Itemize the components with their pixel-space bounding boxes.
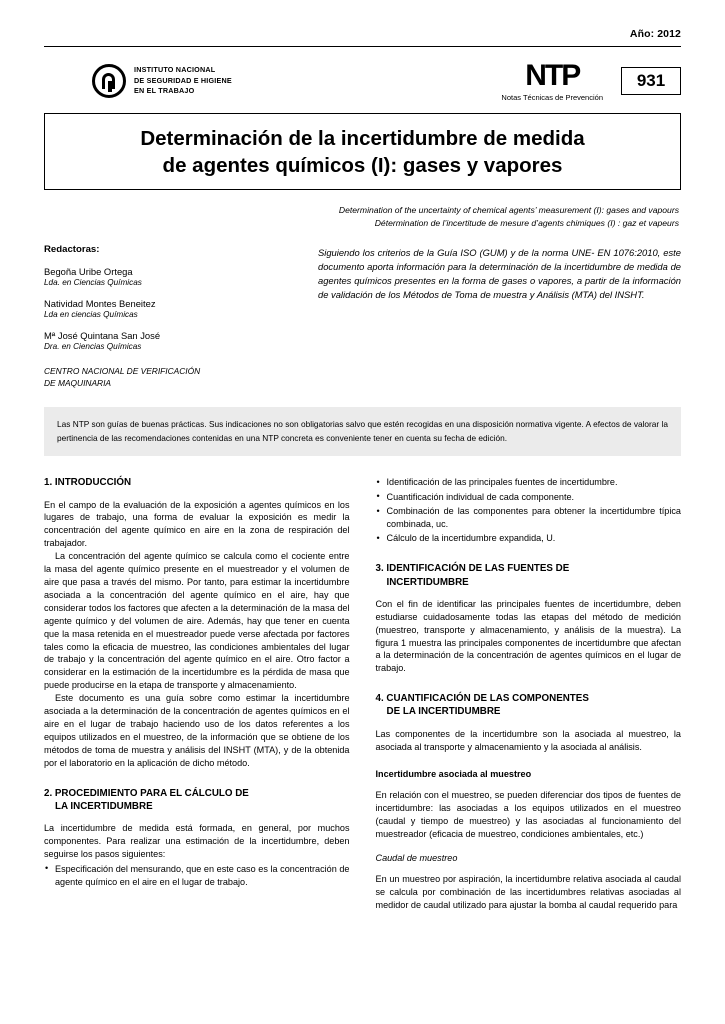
section-4-heading bbox=[376, 692, 682, 718]
affiliation-line-1: CENTRO NACIONAL DE VERIFICACIÓN bbox=[44, 366, 201, 377]
insht-line-2: DE SEGURIDAD E HIGIENE bbox=[134, 75, 232, 85]
section-4-paragraph-3: En un muestreo por aspiración, la incertidumbre relativa asociada al caudal se calcula por combinación de las incertidumbres relativas asociadas al medidor de caudal utilizado para ajustar la bomba al caudal requerido para bbox=[375, 873, 681, 910]
section-3-heading bbox=[376, 562, 682, 588]
section-3-heading-line-1: 3. IDENTIFICACIÓN DE LAS FUENTES DE bbox=[375, 563, 570, 575]
section-3-paragraph-1: Con el fin de identificar las principales fuentes de incertidumbre, deben estudiarse cuidadosamente todas las etapas del método de medición (muestreo, transporte y almacenamiento, y análisis de la muestra). La figura 1 muestra las principales componentes de incertidumbre que afectan a la determinación de la concentración de agentes químicos en el lugar de trabajo. bbox=[375, 598, 681, 674]
author-name: Natividad Montes Beneitez bbox=[44, 298, 156, 310]
authors-block bbox=[44, 244, 294, 389]
author-affiliation bbox=[44, 365, 294, 389]
title-box bbox=[44, 113, 681, 190]
authors-abstract-row bbox=[44, 244, 681, 389]
header-divider bbox=[44, 46, 681, 47]
title-line-2: de agentes químicos (I): gases y vapores bbox=[162, 153, 563, 177]
section-1-paragraph-2: La concentración del agente químico se calcula como el cociente entre la masa del agente químico presente en el muestreador y el volumen de aire que pasa a través del mismo. Por tanto, para estimar la incertidumbre asociada a la concentración del agente químico en el aire, hay que considerar todos los factores que afecten a la determinación de la masa del agente químico y del volumen de aire. Además, hay que tener en cuenta que la masa retenida en el muestreador puede verse afectada por factores tales como la eficacia de muestreo, las condiciones ambientales del lugar de trabajo y la concentración del agente químico en el aire. Otro factor a considerar en la estimación de la incertidumbre es la pérdida de masa que puede producirse en la etapa de transporte y almacenamiento. bbox=[44, 551, 350, 691]
list-item: • Cuantificación individual de cada componente. bbox=[376, 491, 682, 504]
right-column bbox=[376, 476, 682, 911]
authors-label: Redactoras: bbox=[44, 244, 100, 256]
translated-titles bbox=[44, 204, 681, 230]
list-item: • Combinación de las componentes para obtener la incertidumbre típica combinada, uc. bbox=[376, 505, 682, 531]
page-title bbox=[61, 126, 664, 179]
section-4-paragraph-1: Las componentes de la incertidumbre son la asociada al muestreo, la asociada al transporte y almacenamiento y la asociada al análisis. bbox=[375, 728, 681, 752]
section-1-paragraph-3: Este documento es una guía sobre como estimar la incertidumbre asociada a la determinación de la concentración de agentes químicos en el aire en el lugar de trabajo haciendo uso de los datos referentes a los equipos utilizados en el muestreo, de la información que se obtiene de los métodos de toma de muestra y análisis del INSHT (MTA), y de la obtenida por el laboratorio en la aplicación de dicho método. bbox=[44, 693, 350, 768]
author-role: Dra. en Ciencias Químicas bbox=[44, 342, 142, 352]
ntp-brand bbox=[501, 58, 603, 102]
section-4-heading-line-2: DE LA INCERTIDUMBRE bbox=[386, 706, 501, 718]
section-2-heading-line-2: LA INCERTIDUMBRE bbox=[55, 800, 153, 812]
notice-box: Las NTP son guías de buenas prácticas. Sus indicaciones no son obligatorias salvo que estén recogidas en una disposición normativa vigente. A efectos de valorar la pertinencia de las recomendaciones contenidas en una NTP concreta es conveniente tener en cuenta su fecha de edición. bbox=[44, 407, 681, 456]
steps-bullet-list bbox=[376, 476, 682, 545]
ntp-logo-text: NTP bbox=[525, 58, 580, 92]
left-column bbox=[44, 476, 350, 911]
section-3-heading-line-2: INCERTIDUMBRE bbox=[386, 576, 469, 588]
section-2-paragraph-1: La incertidumbre de medida está formada, en general, por muchos componentes. Para realizar una estimación de la incertidumbre, deben seguirse los pasos siguientes: bbox=[44, 823, 350, 859]
section-4-heading-line-1: 4. CUANTIFICACIÓN DE LAS COMPONENTES bbox=[375, 693, 589, 705]
insht-line-1: INSTITUTO NACIONAL bbox=[134, 65, 216, 75]
section-1-paragraph-1: En el campo de la evaluación de la exposición a agentes químicos en los lugares de trabajo, una forma de evaluar la exposición es medir la concentración del agente químico en aire en la zona de respiración del trabajador. bbox=[44, 499, 350, 549]
list-item: • Especificación del mensurando, que en este caso es la concentración de agente químico en el aire en el lugar de trabajo. bbox=[44, 863, 350, 889]
ntp-caption: Notas Técnicas de Prevención bbox=[501, 92, 603, 102]
section-2-bullet-list bbox=[44, 863, 350, 889]
abstract-text: Siguiendo los criterios de la Guía ISO (GUM) y de la norma UNE- EN 1076:2010, este documento aporta información para la determinación de la incertidumbre de medida de agentes químicos presentes en la forma de gases o vapores, a partir de la información de validación de los Métodos de Toma de muestra y Análisis (MTA) del INSHT. bbox=[318, 247, 681, 301]
author-role: Lda en ciencias Químicas bbox=[44, 310, 138, 320]
title-french: Détermination de l’incertitude de mesure d’agents chimiques (I) : gaz et vapeurs bbox=[374, 218, 679, 229]
insht-logo bbox=[44, 64, 232, 98]
insht-emblem-icon bbox=[92, 64, 126, 98]
section-2-heading-line-1: 2. PROCEDIMIENTO PARA EL CÁLCULO DE bbox=[44, 787, 249, 799]
masthead bbox=[44, 57, 681, 105]
section-2-heading bbox=[44, 787, 350, 813]
body-columns bbox=[44, 476, 681, 911]
affiliation-line-2: DE MAQUINARIA bbox=[44, 378, 112, 389]
section-1-heading: 1. INTRODUCCIÓN bbox=[44, 477, 132, 489]
ntp-brand-group bbox=[501, 58, 681, 102]
subheading-sampling-uncertainty: Incertidumbre asociada al muestreo bbox=[375, 769, 532, 780]
list-item: • Identificación de las principales fuentes de incertidumbre. bbox=[376, 476, 682, 489]
subheading-sampling-flow: Caudal de muestreo bbox=[375, 853, 458, 863]
publication-year: Año: 2012 bbox=[629, 28, 681, 40]
author-name: Begoña Uribe Ortega bbox=[44, 266, 133, 278]
section-4-paragraph-2: En relación con el muestreo, se pueden diferenciar dos tipos de fuentes de incertidumbre: las asociadas a los equipos utilizados en el muestreo (caudal y tiempo de muestreo) y las asociadas al funcionamiento del muestreador (eficacia de muestreo, condiciones ambientales, etc.) bbox=[375, 790, 681, 840]
author-name: Mª José Quintana San José bbox=[44, 330, 161, 342]
author-role: Lda. en Ciencias Químicas bbox=[44, 278, 142, 288]
ntp-number-badge: 931 bbox=[621, 67, 681, 95]
insht-logo-text bbox=[134, 65, 232, 96]
insht-line-3: EN EL TRABAJO bbox=[134, 86, 195, 96]
list-item: • Cálculo de la incertidumbre expandida, U. bbox=[376, 532, 682, 545]
title-english: Determination of the uncertainty of chemical agents’ measurement (I): gases and vapours bbox=[338, 205, 679, 216]
title-line-1: Determinación de la incertidumbre de medida bbox=[140, 127, 585, 150]
